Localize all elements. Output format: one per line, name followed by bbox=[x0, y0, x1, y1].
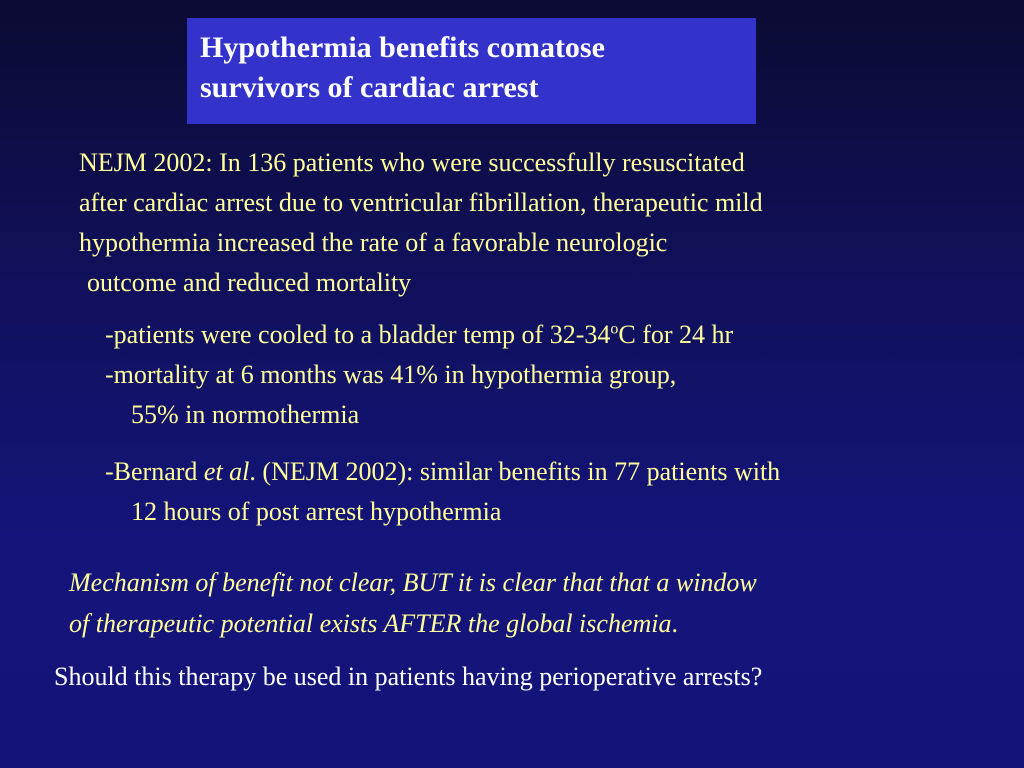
mechanism-statement bbox=[69, 562, 757, 644]
cooling-bullet bbox=[105, 315, 733, 355]
bernard-line-2: 12 hours of post arrest hypothermia bbox=[131, 497, 502, 526]
cooling-bullet-unit: C for 24 hr bbox=[618, 320, 734, 349]
bernard-bullet bbox=[105, 452, 780, 532]
nejm-line-3: hypothermia increased the rate of a favorable neurologic bbox=[79, 228, 668, 257]
mechanism-line-1: Mechanism of benefit not clear, BUT it is clear that that a window bbox=[69, 568, 757, 597]
nejm-line-4: outcome and reduced mortality bbox=[87, 268, 412, 297]
bernard-line-1 bbox=[105, 452, 780, 492]
degree-superscript: o bbox=[610, 320, 619, 338]
mechanism-period: . bbox=[671, 609, 678, 638]
results-bullets bbox=[105, 315, 733, 435]
nejm-line-2: after cardiac arrest due to ventricular fibrillation, therapeutic mild bbox=[79, 188, 763, 217]
slide-title-line-1: Hypothermia benefits comatose bbox=[200, 31, 605, 64]
cooling-bullet-text: -patients were cooled to a bladder temp of 32-34 bbox=[105, 320, 611, 349]
bernard-citation: . (NEJM 2002): similar benefits in 77 patients with bbox=[249, 457, 781, 486]
nejm-line-1: NEJM 2002: In 136 patients who were successfully resuscitated bbox=[79, 148, 745, 177]
nejm-paragraph bbox=[79, 143, 763, 303]
bernard-et-al: et al bbox=[203, 457, 250, 486]
mechanism-line-2-text: of therapeutic potential exists AFTER the global ischemia bbox=[69, 609, 672, 638]
slide-title-line-2: survivors of cardiac arrest bbox=[200, 71, 539, 104]
mortality-bullet-line-2: 55% in normothermia bbox=[131, 400, 360, 429]
mechanism-line-2 bbox=[69, 603, 757, 644]
slide-title-box bbox=[187, 18, 756, 124]
closing-question: Should this therapy be used in patients having perioperative arrests? bbox=[54, 662, 763, 691]
mortality-bullet-line-1: -mortality at 6 months was 41% in hypothermia group, bbox=[105, 360, 677, 389]
bernard-author: -Bernard bbox=[105, 457, 204, 486]
